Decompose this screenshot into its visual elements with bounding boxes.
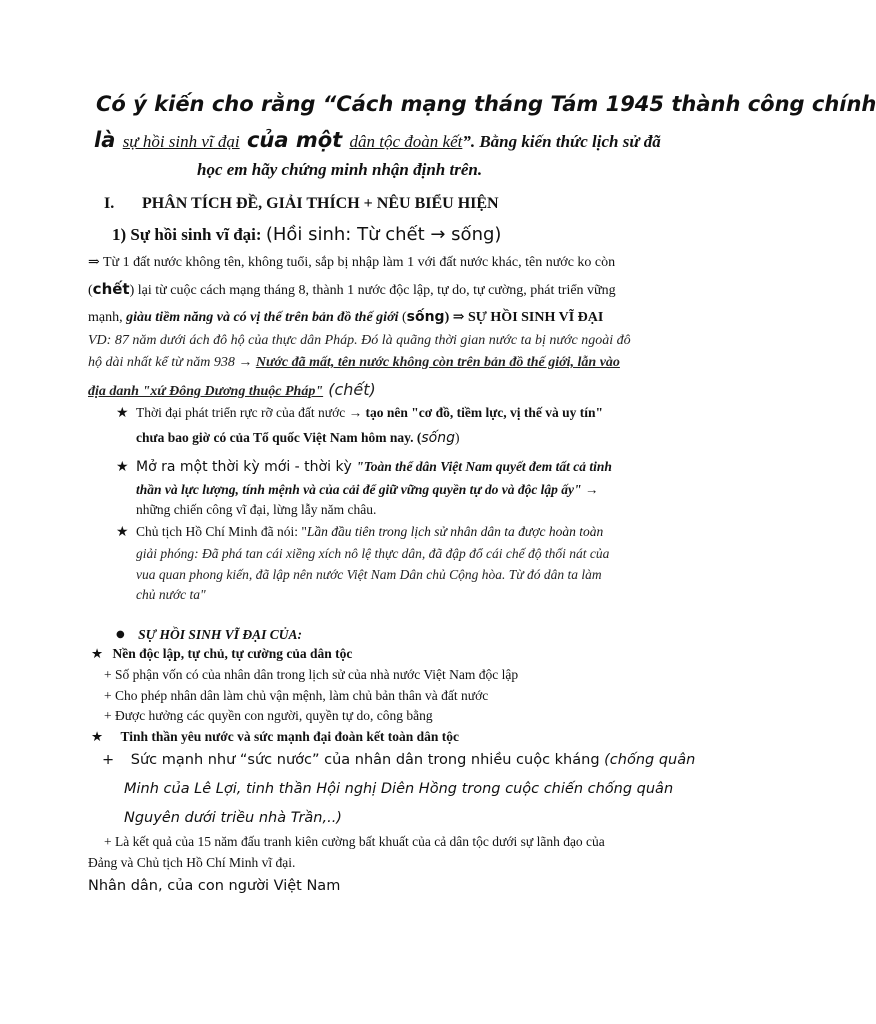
vd-text-2b: Nước đã mất, tên nước không còn trên bản đồ thế giới, lẫn vào (255, 355, 620, 370)
list2-item-2 (104, 834, 605, 850)
list2-item-1 (102, 752, 695, 768)
star-text-2a (136, 459, 612, 475)
list1-item-2-text: + Cho phép nhân dân làm chủ vận mệnh, làm chủ bản thân và đất nước (104, 688, 489, 703)
star1-line2-c: ) (454, 430, 460, 445)
title-cua-mot: của một (239, 128, 350, 152)
star3-line1-b: Lần đầu tiên trong lịch sử nhân dân ta được hoàn toàn (306, 524, 604, 539)
list1-item-3 (104, 708, 433, 724)
star-text-1a (136, 405, 603, 421)
star3-line4: chủ nước ta" (136, 587, 206, 602)
title-bang-kien-thuc: ”. Bằng kiến thức lịch sử đã (462, 132, 661, 151)
vd-text-1: VD: 87 năm dưới ách đô hộ của thực dân Pháp. Đó là quãng thời gian nước ta bị nước ngoài đô (88, 333, 631, 348)
vd-line-1 (88, 333, 631, 349)
list2-item-2-l1: + Là kết quả của 15 năm đấu tranh kiên cường bất khuất của cả dân tộc dưới sự lãnh đạo của (104, 834, 605, 849)
star-item-1-line-2 (136, 430, 459, 446)
subsection-label: 1) Sự hồi sinh vĩ đại: (112, 225, 266, 244)
para-text-1: ⇒ Từ 1 đất nước không tên, không tuổi, sắp bị nhập làm 1 với đất nước khác, tên nước ko còn (88, 255, 616, 270)
star1-line1-b: tạo nên "cơ đồ, tiềm lực, vị thế và uy tín" (365, 405, 604, 420)
subsection-note: (Hồi sinh: Từ chết → sống) (265, 224, 502, 245)
star-item-2-line-3 (136, 502, 376, 518)
star3-line2: giải phóng: Đã phá tan cái xiềng xích nô lệ thực dân, đã đập đổ cái chế độ thối nát của (136, 546, 610, 561)
star2-line3: những chiến công vĩ đại, lừng lẫy năm châu. (136, 502, 377, 517)
para-text-3c: ( (398, 310, 407, 325)
star1-line2-b: sống (421, 430, 455, 446)
word-chet: chết (92, 280, 130, 298)
star1-line2-a: chưa bao giờ có của Tổ quốc Việt Nam hôm nay. ( (136, 430, 422, 445)
section-heading (104, 195, 499, 213)
list1-item-3-text: + Được hưởng các quyền con người, quyền tự do, công bằng (104, 708, 433, 723)
title-text-3: học em hãy chứng minh nhận định trên. (197, 160, 483, 179)
vd-line-3 (88, 380, 376, 400)
list1-item-1 (104, 667, 518, 683)
paren-open: ( (88, 283, 93, 298)
plus-sign: + (102, 752, 115, 768)
star-item-3-line-2 (136, 546, 609, 562)
vd-text-3a: địa danh "xứ Đông Dương thuộc Pháp" (88, 384, 324, 399)
list2-heading (91, 729, 459, 745)
list2-item-1-b: (chống quân (604, 752, 696, 768)
para-text-3b: giàu tiềm năng và có vị thế trên bản đồ thế giới (126, 310, 399, 325)
bullet-heading-text: SỰ HỒI SINH VĨ ĐẠI CỦA: (138, 627, 302, 642)
title-line-1 (96, 92, 876, 116)
star2-line2-a: thần và lực lượng, tính mệnh và của cải để giữ vững quyền tự do và độc lập ấy" (136, 482, 582, 497)
title-line-3 (197, 160, 482, 180)
closing-text: Nhân dân, của con người Việt Nam (88, 878, 341, 894)
list1-heading (91, 646, 352, 662)
title-text-1: Có ý kiến cho rằng “Cách mạng tháng Tám 1945 thành công chính (96, 92, 876, 116)
para-line-1 (88, 254, 615, 271)
list2-item-1-line-3 (124, 810, 342, 826)
star2-line1-a: Mở ra một thời kỳ mới - thời kỳ (136, 459, 357, 475)
section-number: I. (104, 195, 115, 212)
title-hoi-sinh: sự hồi sinh vĩ đại (122, 132, 240, 151)
para-line-3 (88, 309, 603, 326)
star3-line1-a: Chủ tịch Hồ Chí Minh đã nói: " (136, 524, 307, 539)
list1-heading-text: Nền độc lập, tự chủ, tự cường của dân tộc (112, 646, 353, 661)
subsection-heading (112, 224, 501, 245)
list2-item-1-a: Sức mạnh như “sức nước” của nhân dân trong nhiều cuộc kháng (130, 752, 605, 768)
star-icon: ★ (116, 460, 129, 475)
vd-text-2a: hộ dài nhất kể từ năm 938 → (88, 355, 256, 370)
star-item-3-line-4 (136, 587, 206, 603)
star-icon: ★ (91, 646, 104, 661)
para-text-3e: ) ⇒ SỰ HỒI SINH VĨ ĐẠI (444, 310, 604, 325)
list2-item-2-line-2 (88, 855, 295, 871)
star-icon: ★ (116, 525, 129, 540)
list2-item-2-l2: Đảng và Chủ tịch Hồ Chí Minh vĩ đại. (88, 855, 296, 870)
list2-item-1-l3: Nguyên dưới triều nhà Trần,..) (124, 810, 342, 826)
star1-line1-a: Thời đại phát triển rực rỡ của đất nước → (136, 405, 366, 420)
title-dan-toc: dân tộc đoàn kết (349, 132, 463, 151)
star-text-3a (136, 524, 603, 540)
title-la: là (94, 128, 123, 152)
list2-item-1-line-2 (124, 781, 673, 797)
bullet-heading (116, 627, 302, 643)
para-text-2: ) lại từ cuộc cách mạng tháng 8, thành 1 nước độc lập, tự do, tự cường, phát triển vững (129, 283, 616, 298)
title-line-2 (94, 128, 661, 152)
star2-line1-b: "Toàn thể dân Việt Nam quyết đem tất cả tinh (356, 459, 612, 474)
list1-item-2 (104, 688, 488, 704)
closing-line (88, 878, 340, 894)
star2-line2-b: → (581, 482, 599, 497)
list1-item-1-text: + Số phận vốn có của nhân dân trong lịch sử của nhà nước Việt Nam độc lập (104, 667, 519, 682)
star-icon: ★ (116, 406, 129, 421)
section-title: PHÂN TÍCH ĐỀ, GIẢI THÍCH + NÊU BIỂU HIỆN (142, 195, 499, 212)
para-text-3a: mạnh, (88, 310, 127, 325)
bullet-dot-icon: ● (116, 629, 125, 640)
para-line-2 (88, 280, 616, 299)
star-item-2-line-2 (136, 482, 598, 498)
vd-text-3b: (chết) (323, 380, 376, 399)
star-icon: ★ (91, 729, 104, 744)
vd-line-2 (88, 355, 620, 371)
star-item-3-line-3 (136, 567, 602, 583)
star3-line3: vua quan phong kiến, đã lập nên nước Việt Nam Dân chủ Cộng hòa. Từ đó dân ta làm (136, 567, 602, 582)
word-song: sống (406, 309, 445, 325)
list2-heading-text: Tinh thần yêu nước và sức mạnh đại đoàn kết toàn dân tộc (120, 729, 459, 744)
list2-item-1-l2: Minh của Lê Lợi, tinh thần Hội nghị Diên Hồng trong cuộc chiến chống quân (124, 781, 674, 797)
